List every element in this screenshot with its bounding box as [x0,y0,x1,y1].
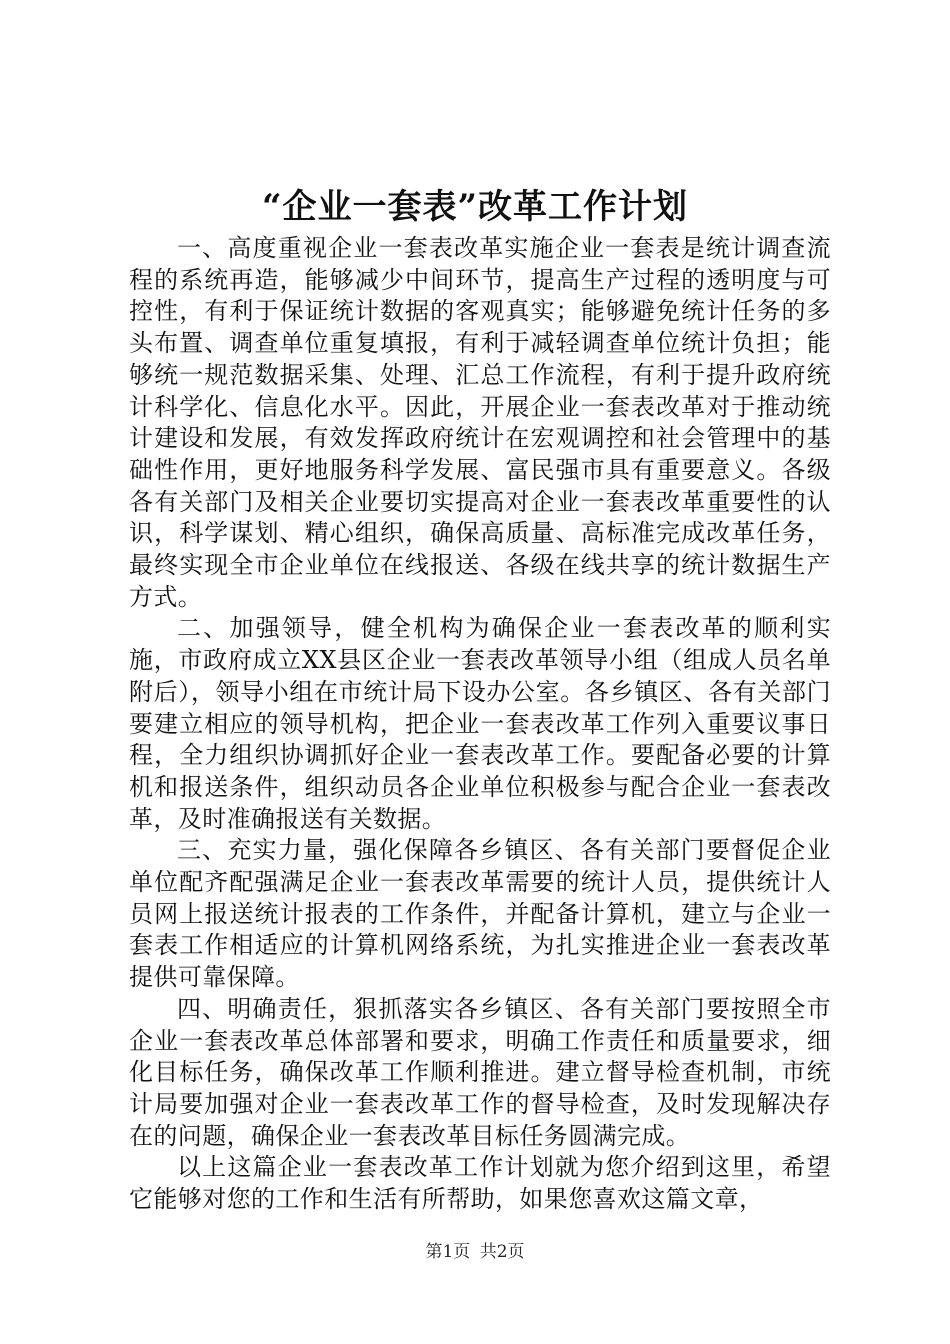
paragraph-4: 四、明确责任，狠抓落实各乡镇区、各有关部门要按照全市企业一套表改革总体部署和要求，明确工作责任和质量要求，细化目标任务，确保改革工作顺利推进。建立督导检查机制，市统计局要加强对企业一套表改革工作的督导检查，及时发现解决存在的问题，确保企业一套表改革目标任务圆满完成。 [129,994,831,1150]
document-title: “企业一套表”改革工作计划 [261,187,689,227]
paragraph-5: 以上这篇企业一套表改革工作计划就为您介绍到这里，希望它能够对您的工作和生活有所帮助，如果您喜欢这篇文章， [129,1153,831,1214]
document-body [129,233,831,1216]
page-total: 共2页 [479,1242,525,1262]
paragraph-3: 三、充实力量，强化保障各乡镇区、各有关部门要督促企业单位配齐配强满足企业一套表改革需要的统计人员，提供统计人员网上报送统计报表的工作条件，并配备计算机，建立与企业一套表工作相适应的计算机网络系统，为扎实推进企业一套表改革提供可靠保障。 [129,836,831,992]
paragraph-1: 一、高度重视企业一套表改革实施企业一套表是统计调查流程的系统再造，能够减少中间环节，提高生产过程的透明度与可控性，有利于保证统计数据的客观真实；能够避免统计任务的多头布置、调查单位重复填报，有利于减轻调查单位统计负担；能够统一规范数据采集、处理、汇总工作流程，有利于提升政府统计科学化、信息化水平。因此，开展企业一套表改革对于推动统计建设和发展，有效发挥政府统计在宏观调控和社会管理中的基础性作用，更好地服务科学发展、富民强市具有重要意义。各级各有关部门及相关企业要切实提高对企业一套表改革重要性的认识，科学谋划、精心组织，确保高质量、高标准完成改革任务，最终实现全市企业单位在线报送、各级在线共享的统计数据生产方式。 [129,234,831,611]
page-footer [0,1240,950,1264]
paragraph-2: 二、加强领导，健全机构为确保企业一套表改革的顺利实施，市政府成立XX县区企业一套表改革领导小组（组成人员名单附后），领导小组在市统计局下设办公室。各乡镇区、各有关部门要建立相应的领导机构，把企业一套表改革工作列入重要议事日程，全力组织协调抓好企业一套表改革工作。要配备必要的计算机和报送条件，组织动员各企业单位积极参与配合企业一套表改革，及时准确报送有关数据。 [129,614,831,833]
page-number: 第1页 [425,1242,471,1262]
